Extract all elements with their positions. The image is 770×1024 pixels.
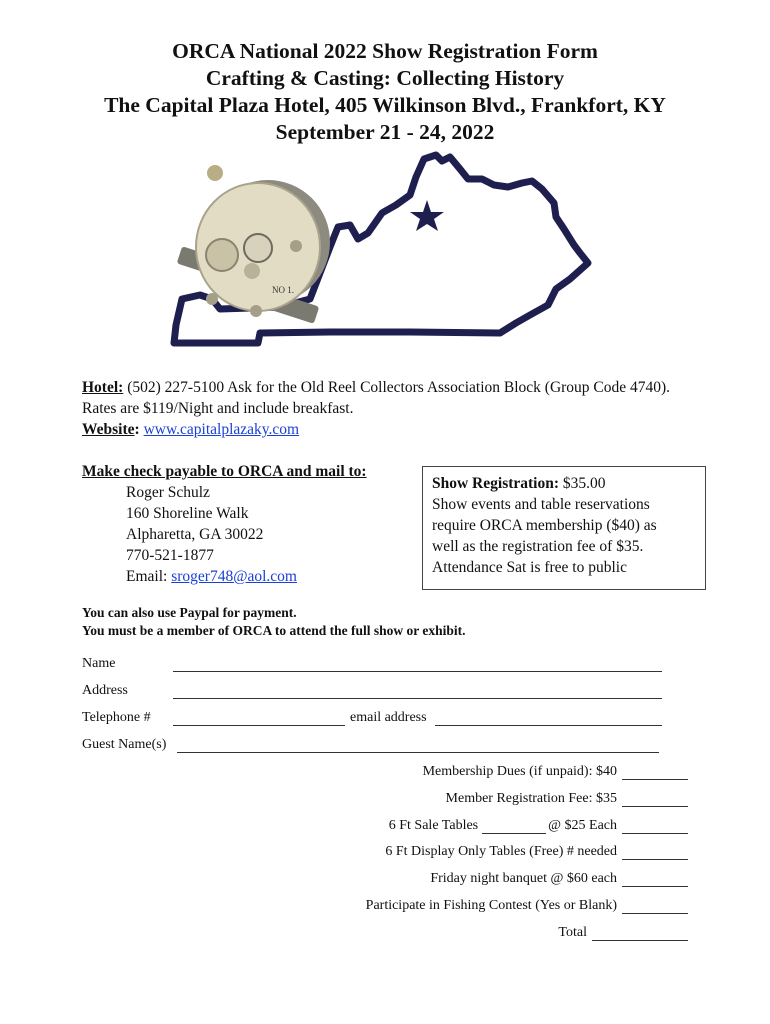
- registration-title: Show Registration:: [432, 475, 560, 492]
- registration-line-4: Attendance Sat is free to public: [432, 559, 627, 576]
- website-colon: :: [134, 421, 144, 438]
- document-title: [0, 38, 770, 146]
- registration-line-2: require ORCA membership ($40) as: [432, 517, 657, 534]
- display-tables-row: [366, 844, 688, 871]
- registration-line-3: well as the registration fee of $35.: [432, 538, 644, 555]
- guest-row: [82, 737, 682, 764]
- cost-summary: [366, 764, 688, 952]
- address-row: [82, 683, 682, 710]
- sale-tables-row: [366, 818, 688, 845]
- contact-row: [82, 710, 682, 737]
- kentucky-outline-icon: [160, 147, 600, 367]
- title-line-4: September 21 - 24, 2022: [275, 120, 495, 144]
- membership-dues-field[interactable]: [622, 764, 688, 780]
- mail-header: Make check payable to ORCA and mail to:: [82, 463, 367, 480]
- sale-tables-label: 6 Ft Sale Tables: [388, 817, 479, 833]
- name-field[interactable]: [173, 656, 662, 672]
- fishing-contest-label: Participate in Fishing Contest (Yes or Blank): [365, 897, 617, 913]
- title-line-3: The Capital Plaza Hotel, 405 Wilkinson Blvd., Frankfort, KY: [104, 93, 666, 117]
- total-label: Total: [558, 924, 587, 940]
- membership-note: You must be a member of ORCA to attend the full show or exhibit.: [82, 623, 466, 638]
- fishing-contest-field[interactable]: [622, 898, 688, 914]
- guest-field[interactable]: [177, 737, 659, 753]
- address-label: Address: [82, 683, 128, 698]
- address-field[interactable]: [173, 683, 662, 699]
- hotel-label: Hotel:: [82, 379, 124, 396]
- registration-line-1: Show events and table reservations: [432, 496, 650, 513]
- mail-street: 160 Shoreline Walk: [126, 505, 249, 522]
- mail-phone: 770-521-1877: [126, 547, 214, 564]
- mail-email-label: Email:: [126, 568, 172, 585]
- name-label: Name: [82, 656, 116, 671]
- registration-fee-label: Member Registration Fee: $35: [445, 790, 617, 806]
- paypal-note: You can also use Paypal for payment.: [82, 605, 297, 620]
- mail-name: Roger Schulz: [126, 484, 210, 501]
- display-tables-label: 6 Ft Display Only Tables (Free) # needed: [385, 844, 617, 860]
- registration-info-box: [422, 466, 706, 590]
- sale-tables-price: @ $25 Each: [548, 817, 617, 833]
- banquet-field[interactable]: [622, 871, 688, 887]
- membership-dues-label: Membership Dues (if unpaid): $40: [422, 764, 617, 779]
- registrant-form: [82, 656, 682, 764]
- email-field[interactable]: [435, 710, 662, 726]
- hotel-details: (502) 227-5100 Ask for the Old Reel Collectors Association Block (Group Code 4740). Rates are $119/Night and include breakfast.: [82, 379, 671, 417]
- website-link[interactable]: www.capitalplazaky.com: [143, 421, 300, 438]
- membership-dues-row: [366, 764, 688, 791]
- banquet-row: [366, 871, 688, 898]
- registration-price: $35.00: [559, 475, 606, 492]
- hotel-info: [82, 377, 702, 440]
- mail-city: Alpharetta, GA 30022: [126, 526, 264, 543]
- email-label: email address: [350, 710, 427, 725]
- name-row: [82, 656, 682, 683]
- guest-label: Guest Name(s): [82, 737, 167, 752]
- fishing-contest-row: [366, 898, 688, 925]
- website-label: Website: [82, 421, 135, 438]
- payment-notes: [82, 604, 466, 640]
- title-line-2: Crafting & Casting: Collecting History: [205, 66, 565, 90]
- total-field[interactable]: [592, 925, 688, 941]
- sale-tables-amount-field[interactable]: [622, 818, 688, 834]
- registration-fee-row: [366, 791, 688, 818]
- total-row: [366, 925, 688, 952]
- mailing-address: [82, 461, 412, 587]
- registration-fee-field[interactable]: [622, 791, 688, 807]
- svg-text:NO 1.: NO 1.: [272, 285, 294, 295]
- telephone-label: Telephone #: [82, 710, 151, 725]
- mail-email-link[interactable]: sroger748@aol.com: [171, 568, 297, 585]
- telephone-field[interactable]: [173, 710, 345, 726]
- display-tables-field[interactable]: [622, 844, 688, 860]
- title-line-1: ORCA National 2022 Show Registration Form: [172, 39, 598, 63]
- banquet-label: Friday night banquet @ $60 each: [430, 871, 617, 887]
- sale-tables-quantity-field[interactable]: [482, 818, 546, 834]
- kentucky-reel-illustration: [160, 147, 600, 367]
